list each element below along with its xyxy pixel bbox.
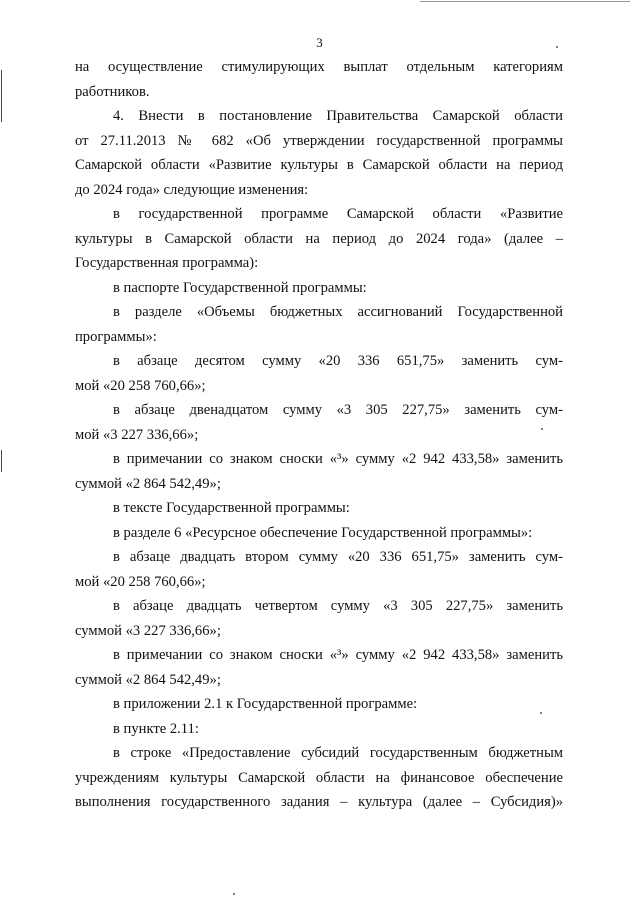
text-line: от 27.11.2013 № 682 «Об утверждении государственной программы [75,132,563,149]
text-line: в абзаце двадцать втором сумму «20 336 651,75» заменить сум- [113,549,563,565]
paragraph [75,692,563,717]
paragraph [75,741,563,815]
paragraph [75,496,563,521]
text-line: на осуществление стимулирующих выплат отдельным категориям [75,59,563,75]
paragraph [75,202,563,276]
paragraph [75,300,563,349]
text-line: в абзаце десятом сумму «20 336 651,75» заменить сум- [113,353,563,369]
text-line: суммой «2 864 542,49»; [75,475,221,492]
paragraph [75,349,563,398]
text-line: мой «3 227 336,66»; [75,426,199,443]
text-line: в государственной программе Самарской области «Развитие [113,206,563,222]
document-body [75,55,563,815]
paragraph [75,55,563,104]
paragraph [75,521,563,546]
text-line: Самарской области «Развитие культуры в Самарской области на период [75,157,563,173]
text-line: учреждениям культуры Самарской области на финансовое обеспечение [75,769,563,786]
text-line: в абзаце двадцать четвертом сумму «3 305 227,75» заменить [113,598,563,614]
text-line: в пункте 2.11: [113,720,199,737]
text-line: мой «20 258 760,66»; [75,377,206,394]
paragraph [75,398,563,447]
text-line: в разделе 6 «Ресурсное обеспечение Государственной программы»: [113,524,533,541]
scan-speck [233,893,235,895]
text-line: суммой «3 227 336,66»; [75,622,221,639]
paragraph [75,643,563,692]
paragraph [75,545,563,594]
text-line: в абзаце двенадцатом сумму «3 305 227,75» заменить сум- [113,402,563,418]
text-line: в примечании со знаком сноски «³» сумму «2 942 433,58» заменить [113,647,563,663]
text-line: в приложении 2.1 к Государственной программе: [113,696,418,712]
text-line: в тексте Государственной программы: [113,500,350,516]
text-line: работников. [75,83,150,100]
text-line: Государственная программа): [75,255,259,271]
scan-edge-mark [1,70,2,122]
text-line: в паспорте Государственной программы: [113,279,367,296]
text-line: в примечании со знаком сноски «³» сумму «2 942 433,58» заменить [113,451,563,467]
text-line: мой «20 258 760,66»; [75,573,206,590]
text-line: программы»: [75,328,157,345]
paragraph [75,276,563,301]
page-number: 3 [316,35,323,50]
text-line: культуры в Самарской области на период до 2024 года» (далее – [75,230,563,247]
scan-edge-mark [1,450,2,472]
text-line: до 2024 года» следующие изменения: [75,181,309,198]
paragraph [75,104,563,202]
text-line: в строке «Предоставление субсидий государственным бюджетным [113,745,563,761]
paragraph [75,594,563,643]
text-line: выполнения государственного задания – культура (далее – Субсидия)» [75,794,563,810]
scan-edge-mark [420,1,630,2]
text-line: в разделе «Объемы бюджетных ассигнований Государственной [113,304,563,320]
text-line: 4. Внести в постановление Правительства Самарской области [113,108,563,124]
paragraph [75,447,563,496]
text-line: суммой «2 864 542,49»; [75,671,221,688]
paragraph [75,717,563,742]
